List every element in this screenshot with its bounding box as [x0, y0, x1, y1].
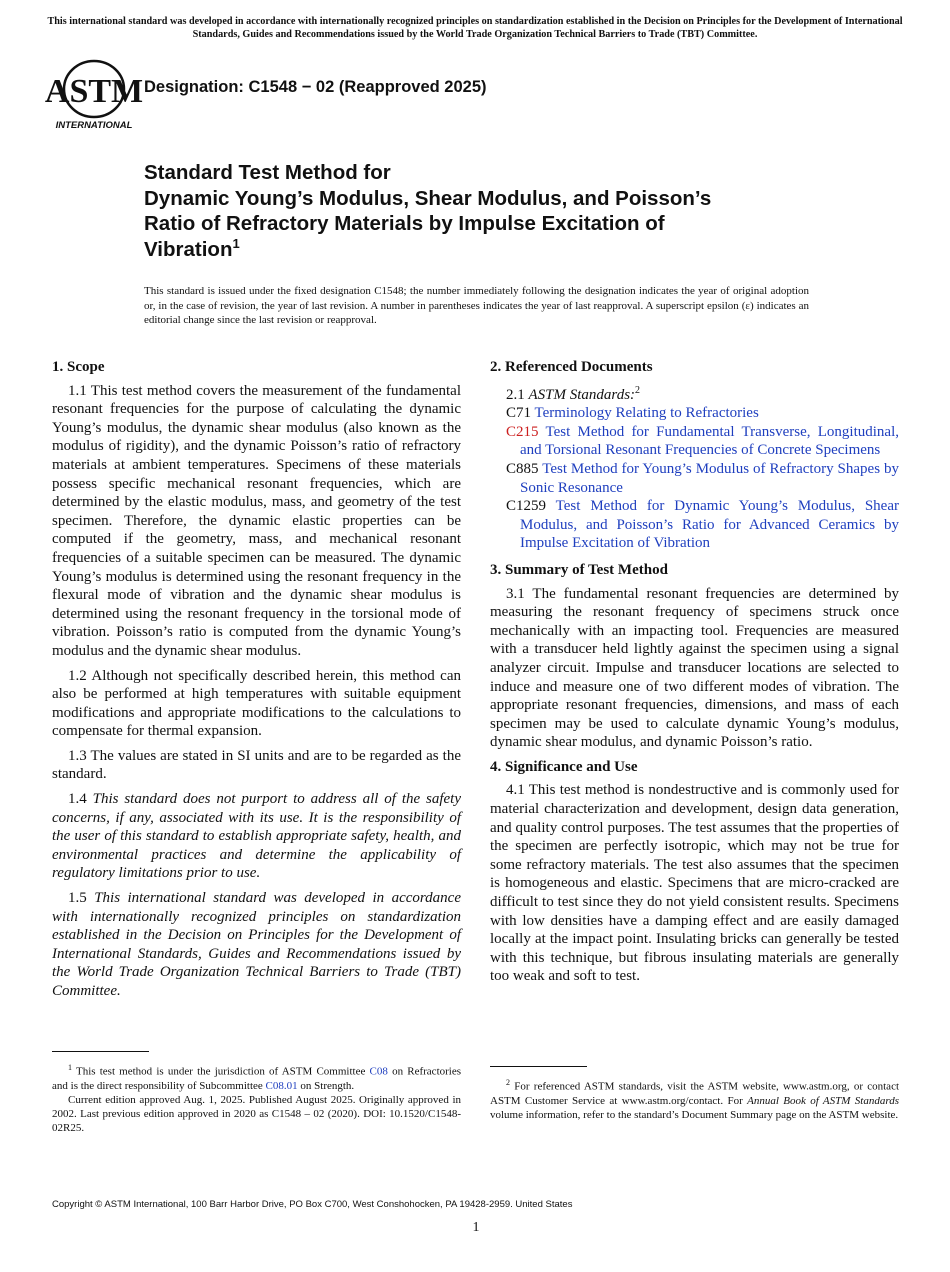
document-title: [144, 160, 844, 262]
footnote-1-edition: Current edition approved Aug. 1, 2025. Published August 2025. Originally approved in 2002. Last previous edition approved in 2020 as C1548 – 02 (2020). DOI: 10.1520/C1548-02R25.: [52, 1093, 461, 1134]
paragraph-text: This international standard was developed in accordance with internationally recognized principles on standardization established in the Decision on Principles for the Development of International Standards, Guides and Recommendations issued by the World Trade Organization Technical Barriers to Trade (TBT) Committee.: [52, 890, 461, 999]
references-intro: [490, 382, 899, 405]
right-column: [490, 358, 899, 992]
reference-item: [490, 460, 899, 497]
reference-link[interactable]: Terminology Relating to Refractories: [534, 405, 759, 422]
footnote-2-text: [490, 1076, 899, 1122]
title-footnote-mark: 1: [232, 235, 240, 251]
designation: Designation: C1548 − 02 (Reapproved 2025): [144, 78, 487, 96]
logo-wordmark: INTERNATIONAL: [55, 120, 133, 131]
paragraph-1-4: [52, 790, 461, 883]
issued-note: This standard is issued under the fixed designation C1548; the number immediately following the designation indicates the year of original adoption or, in the case of revision, the year of last revision. A number in parentheses indicates the year of last reapproval. A superscript epsilon (ε) indicates an editorial change since the last revision or reapproval.: [144, 285, 809, 326]
left-column: [52, 358, 461, 1007]
references-intro-text: ASTM Standards:: [528, 386, 636, 403]
paragraph-1-1: 1.1 This test method covers the measurement of the fundamental resonant frequencies for the purpose of calculating the dynamic Young’s modulus, the dynamic shear modulus (also known as the modulus of rigidity), and the dynamic Poisson’s ratio of refractory materials at ambient temperatures. Specimens of these materials possess specific mechanical resonant frequencies, which are determined by the elastic modulus, mass, and geometry of the test specimen. Therefore, the dynamic elastic properties can be computed if the geometry, mass, and mechanical resonant frequencies of a suitable specimen can be measured. The dynamic Young’s modulus is determined using the resonant frequency in the flexural mode of vibration and the dynamic shear modulus is determined using the resonant frequency in the torsional mode of vibration. Poisson’s ratio is computed from the dynamic Young’s modulus and the dynamic shear modulus.: [52, 382, 461, 659]
footnote-text: on Refractories and is the direct responsibility of Subcommittee: [52, 1065, 462, 1092]
paragraph-1-2: 1.2 Although not specifically described herein, this method can also be performed at high temperatures with suitable equipment modifications and appropriate modifications to the calculations to compensate for thermal expansion.: [52, 667, 461, 740]
paragraph-3-1: 3.1 The fundamental resonant frequencies are determined by measuring the resonant frequency of specimens struck once mechanically with an impacting tool. Frequencies are measured with a transducer held lightly against the specimen using a signal analyzer circuit. Impulse and transducer locations are selected to induce and measure one of two different modes of vibration. The appropriate resonant frequencies, dimensions, and mass of each specimen may be used to calculate dynamic Young’s modulus, dynamic shear modulus, and dynamic Poisson’s ratio.: [490, 585, 899, 751]
reference-code: C1259: [506, 498, 547, 515]
paragraph-1-5: [52, 889, 461, 1001]
reference-item: [490, 497, 899, 553]
reference-link[interactable]: Test Method for Young’s Modulus of Refractory Shapes by Sonic Resonance: [520, 460, 899, 496]
footnote-mark: 1: [68, 1063, 72, 1072]
section-heading-scope: 1. Scope: [52, 359, 105, 375]
footnote-italic: Annual Book of ASTM Standards: [747, 1094, 900, 1107]
paragraph-number: 1.4: [68, 791, 87, 808]
reference-link[interactable]: Test Method for Fundamental Transverse, Longitudinal, and Torsional Resonant Frequencies of Concrete Specimens: [520, 423, 899, 459]
subcommittee-link[interactable]: C08.01: [265, 1079, 298, 1092]
footnote-mark: 2: [635, 384, 641, 396]
footnote-1: [52, 1051, 461, 1135]
reference-code: C885: [506, 460, 539, 477]
footnote-mark: 2: [506, 1078, 510, 1087]
title-line-3: Ratio of Refractory Materials by Impulse Excitation of: [144, 212, 665, 235]
astm-logo: [44, 58, 144, 131]
footnote-2: [490, 1066, 899, 1122]
svg-text:ASTM: ASTM: [44, 73, 144, 110]
footnote-divider: [52, 1051, 149, 1052]
paragraph-4-1: 4.1 This test method is nondestructive and is commonly used for material characterization and development, design data generation, and quality control purposes. The test assumes that the properties of the specimen are perfectly isotropic, which may not be true for some refractory materials. The test also assumes that the specimen is homogeneous and elastic. Specimens that are micro-cracked are difficult to test since they do not yield consistent results. Specimens with low densities have a damping effect and are easily damaged locally at the impact point. Insulating bricks can generally be tested with this technique, but fibrous insulating materials are generally too weak and soft to test.: [490, 782, 899, 985]
section-heading-references: 2. Referenced Documents: [490, 359, 653, 375]
section-heading-summary: 3. Summary of Test Method: [490, 561, 668, 578]
paragraph-number: 1.5: [68, 890, 87, 907]
paragraph-1-3: 1.3 The values are stated in SI units and are to be regarded as the standard.: [52, 747, 461, 783]
reference-item: [490, 404, 899, 423]
paragraph-text: This standard does not purport to address all of the safety concerns, if any, associated with its use. It is the responsibility of the user of this standard to establish appropriate safety, health, and environmental practices and determine the applicability of regulatory limitations prior to use.: [52, 791, 462, 882]
copyright-notice: Copyright © ASTM International, 100 Barr Harbor Drive, PO Box C700, West Conshohocken, PA 19428-2959. United States: [52, 1199, 573, 1210]
page-number: 1: [472, 1220, 480, 1235]
footnote-1-text: [52, 1061, 461, 1093]
top-notice: This international standard was developed in accordance with internationally recognized principles on standardization established in the Decision on Principles for the Development of International Standards, Guides and Recommendations issued by the World Trade Organization Technical Barriers to Trade (TBT) Committee.: [47, 16, 903, 40]
committee-link[interactable]: C08: [369, 1065, 388, 1078]
footnote-text: For referenced ASTM standards, visit the ASTM website, www.astm.org, or contact ASTM Customer Service at www.astm.org/contact. For: [490, 1080, 900, 1107]
footnote-text: This test method is under the jurisdiction of ASTM Committee: [75, 1065, 366, 1078]
footnote-text: on Strength.: [300, 1079, 355, 1092]
reference-link[interactable]: Test Method for Dynamic Young’s Modulus, Shear Modulus, and Poisson’s Ratio for Advanced Ceramics by Impulse Excitation of Vibration: [520, 498, 899, 552]
title-line-2: Dynamic Young’s Modulus, Shear Modulus, and Poisson’s: [144, 186, 712, 210]
title-line-1: Standard Test Method for: [144, 161, 391, 184]
footnote-text: volume information, refer to the standard’s Document Summary page on the ASTM website.: [490, 1108, 899, 1121]
section-heading-significance: 4. Significance and Use: [490, 758, 638, 775]
footnote-divider: [490, 1066, 587, 1067]
paragraph-number: 2.1: [506, 386, 525, 403]
reference-item: [490, 423, 899, 460]
reference-code: C215: [506, 423, 539, 440]
title-last-word: Vibration: [144, 237, 233, 261]
reference-code: C71: [506, 405, 532, 422]
title-line-4: [144, 237, 844, 263]
